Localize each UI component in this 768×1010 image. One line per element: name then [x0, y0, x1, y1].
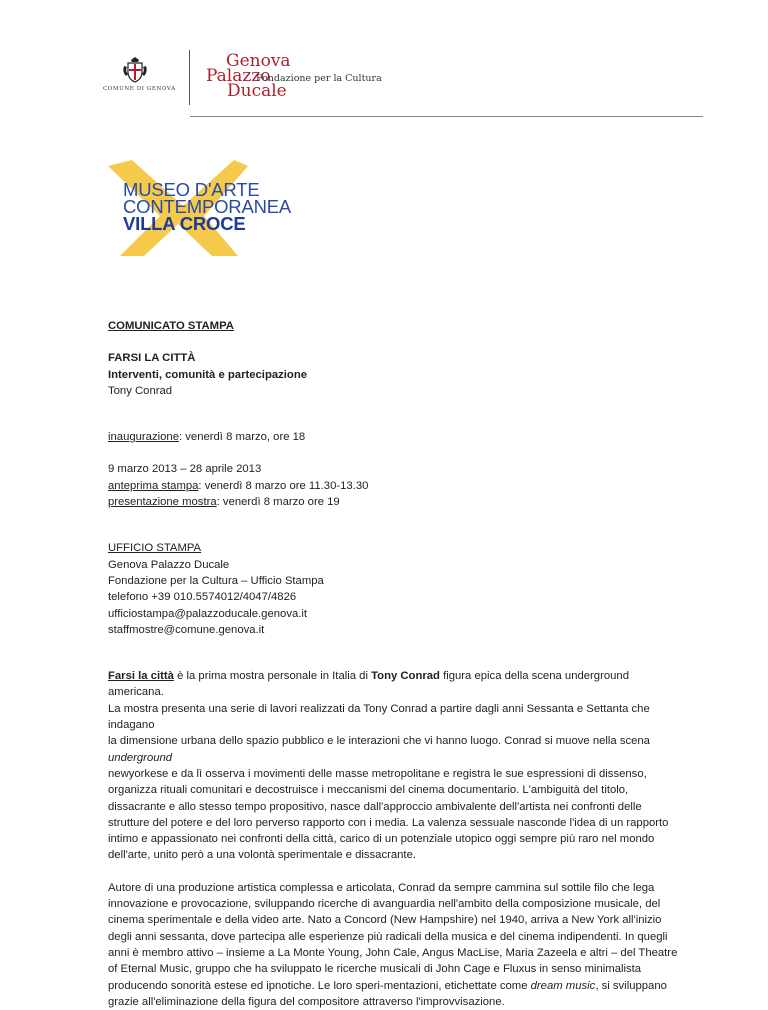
museo-line-1: MUSEO D'ARTE: [123, 179, 260, 200]
body-artist-ref: Tony Conrad: [371, 670, 440, 683]
presentation-label: presentazione mostra: [108, 496, 217, 509]
ufficio-email-1[interactable]: ufficiostampa@palazzoducale.genova.it: [108, 607, 308, 620]
comune-logo: [103, 56, 176, 92]
body-text-span: figura epica della scena underground americana.: [108, 670, 629, 699]
header-divider: [189, 50, 190, 105]
exhibition-subtitle: Interventi, comunità e partecipazione: [108, 368, 307, 381]
ufficio-line-1: Genova Palazzo Ducale: [108, 558, 230, 571]
preview-line: [108, 478, 678, 494]
body-text-span: , si sviluppano grazie all'eliminazione della figura del compositore attraverso l'improvvisazione.: [108, 979, 667, 1008]
inauguration-label: inaugurazione: [108, 431, 179, 444]
body-text-span: newyorkese e da lì osserva i movimenti delle masse metropolitane e registra le sue espressioni di dissenso, organizza rituali comunitari e decostruisce i meccanismi del cinema documentario. L'ambiguità del titolo, dissacrante e allo stesso tempo propositivo, nasce dall'approccio ambivalente dell'artista nei confronti delle strutture del potere e del loro perverso rapporto con i media. La valenza sessuale nasconde l'idea di un rapporto intimo e appassionato nei confronti della città, carico di un potenziale utopico oggi sempre più raro nel mondo dell'arte, unito però a una volontà sperimentale e dissacrante.: [108, 767, 669, 862]
palazzo-ducale-logo: [206, 51, 382, 103]
preview-value: : venerdì 8 marzo ore 11.30-13.30: [198, 479, 369, 492]
comune-label: COMUNE DI GENOVA: [103, 86, 176, 92]
exhibition-title: FARSI LA CITTÀ: [108, 352, 196, 365]
press-release: [108, 318, 678, 1010]
presentation-line: [108, 494, 678, 510]
ufficio-heading: UFFICIO STAMPA: [108, 542, 202, 555]
inauguration-line: [108, 429, 678, 445]
logo-word-genova: Genova: [226, 51, 291, 71]
body-text-span: è la prima mostra personale in Italia di: [173, 670, 372, 683]
logo-word-palazzo: Palazzo: [206, 66, 271, 86]
body-text-span: la dimensione urbana dello spazio pubblico e le interazioni che vi hanno luogo. Conrad si muove nella scena: [108, 735, 650, 748]
body-text-span: Autore di una produzione artistica complessa e articolata, Conrad da sempre cammina sul sottile filo che lega innovazione e provocazione, sviluppando ricerche di avanguardia nell'ambito della composizione musicale, del cinema sperimentale e della video arte. Nato a Concord (New Hampshire) nel 1940, arriva a New York all'inizio degli anni sessanta, dove partecipa alle esperienze più radicali della musica e del cinema indipendenti. In quegli anni è membro attivo – insieme a La Monte Young, John Cale, Angus MacLise, Maria Zazeela e altri – del Theatre of Eternal Music, gruppo che ha sviluppato le ricerche musicali di John Cage e Fluxus in senso minimalista producendo sonorità estese ed ipnotiche. Le loro speri-mentazioni, etichettate come: [108, 881, 678, 992]
header-rule: [190, 116, 703, 117]
ufficio-phone: telefono +39 010.5574012/4047/4826: [108, 591, 297, 604]
coat-of-arms-icon: [122, 56, 148, 84]
museo-logo: [108, 160, 308, 260]
artist-name: Tony Conrad: [108, 384, 173, 397]
body-italic-underground: underground: [108, 751, 173, 764]
inauguration-value: : venerdì 8 marzo, ore 18: [178, 431, 306, 444]
preview-label: anteprima stampa: [108, 479, 199, 492]
comunicato-heading: COMUNICATO STAMPA: [108, 320, 234, 332]
logo-word-ducale: Ducale: [227, 81, 287, 101]
museo-line-3: VILLA CROCE: [123, 213, 246, 234]
body-text-span: La mostra presenta una serie di lavori realizzati da Tony Conrad a partire dagli anni Sessanta e Settanta che indagano: [108, 702, 650, 732]
museo-line-2: CONTEMPORANEA: [123, 196, 292, 217]
ufficio-email-2[interactable]: staffmostre@comune.genova.it: [108, 623, 265, 636]
letterhead: [0, 0, 768, 120]
presentation-value: : venerdì 8 marzo ore 19: [216, 496, 340, 509]
body-italic-dream-music: dream music: [530, 979, 596, 992]
body-title-ref: Farsi la città: [108, 670, 174, 683]
logo-fondazione: Fondazione per la Cultura: [256, 73, 382, 84]
body-paragraph-1: [108, 668, 678, 864]
ufficio-line-2: Fondazione per la Cultura – Ufficio Stampa: [108, 574, 324, 587]
date-range: 9 marzo 2013 – 28 aprile 2013: [108, 463, 262, 476]
body-paragraph-2: [108, 880, 678, 1010]
